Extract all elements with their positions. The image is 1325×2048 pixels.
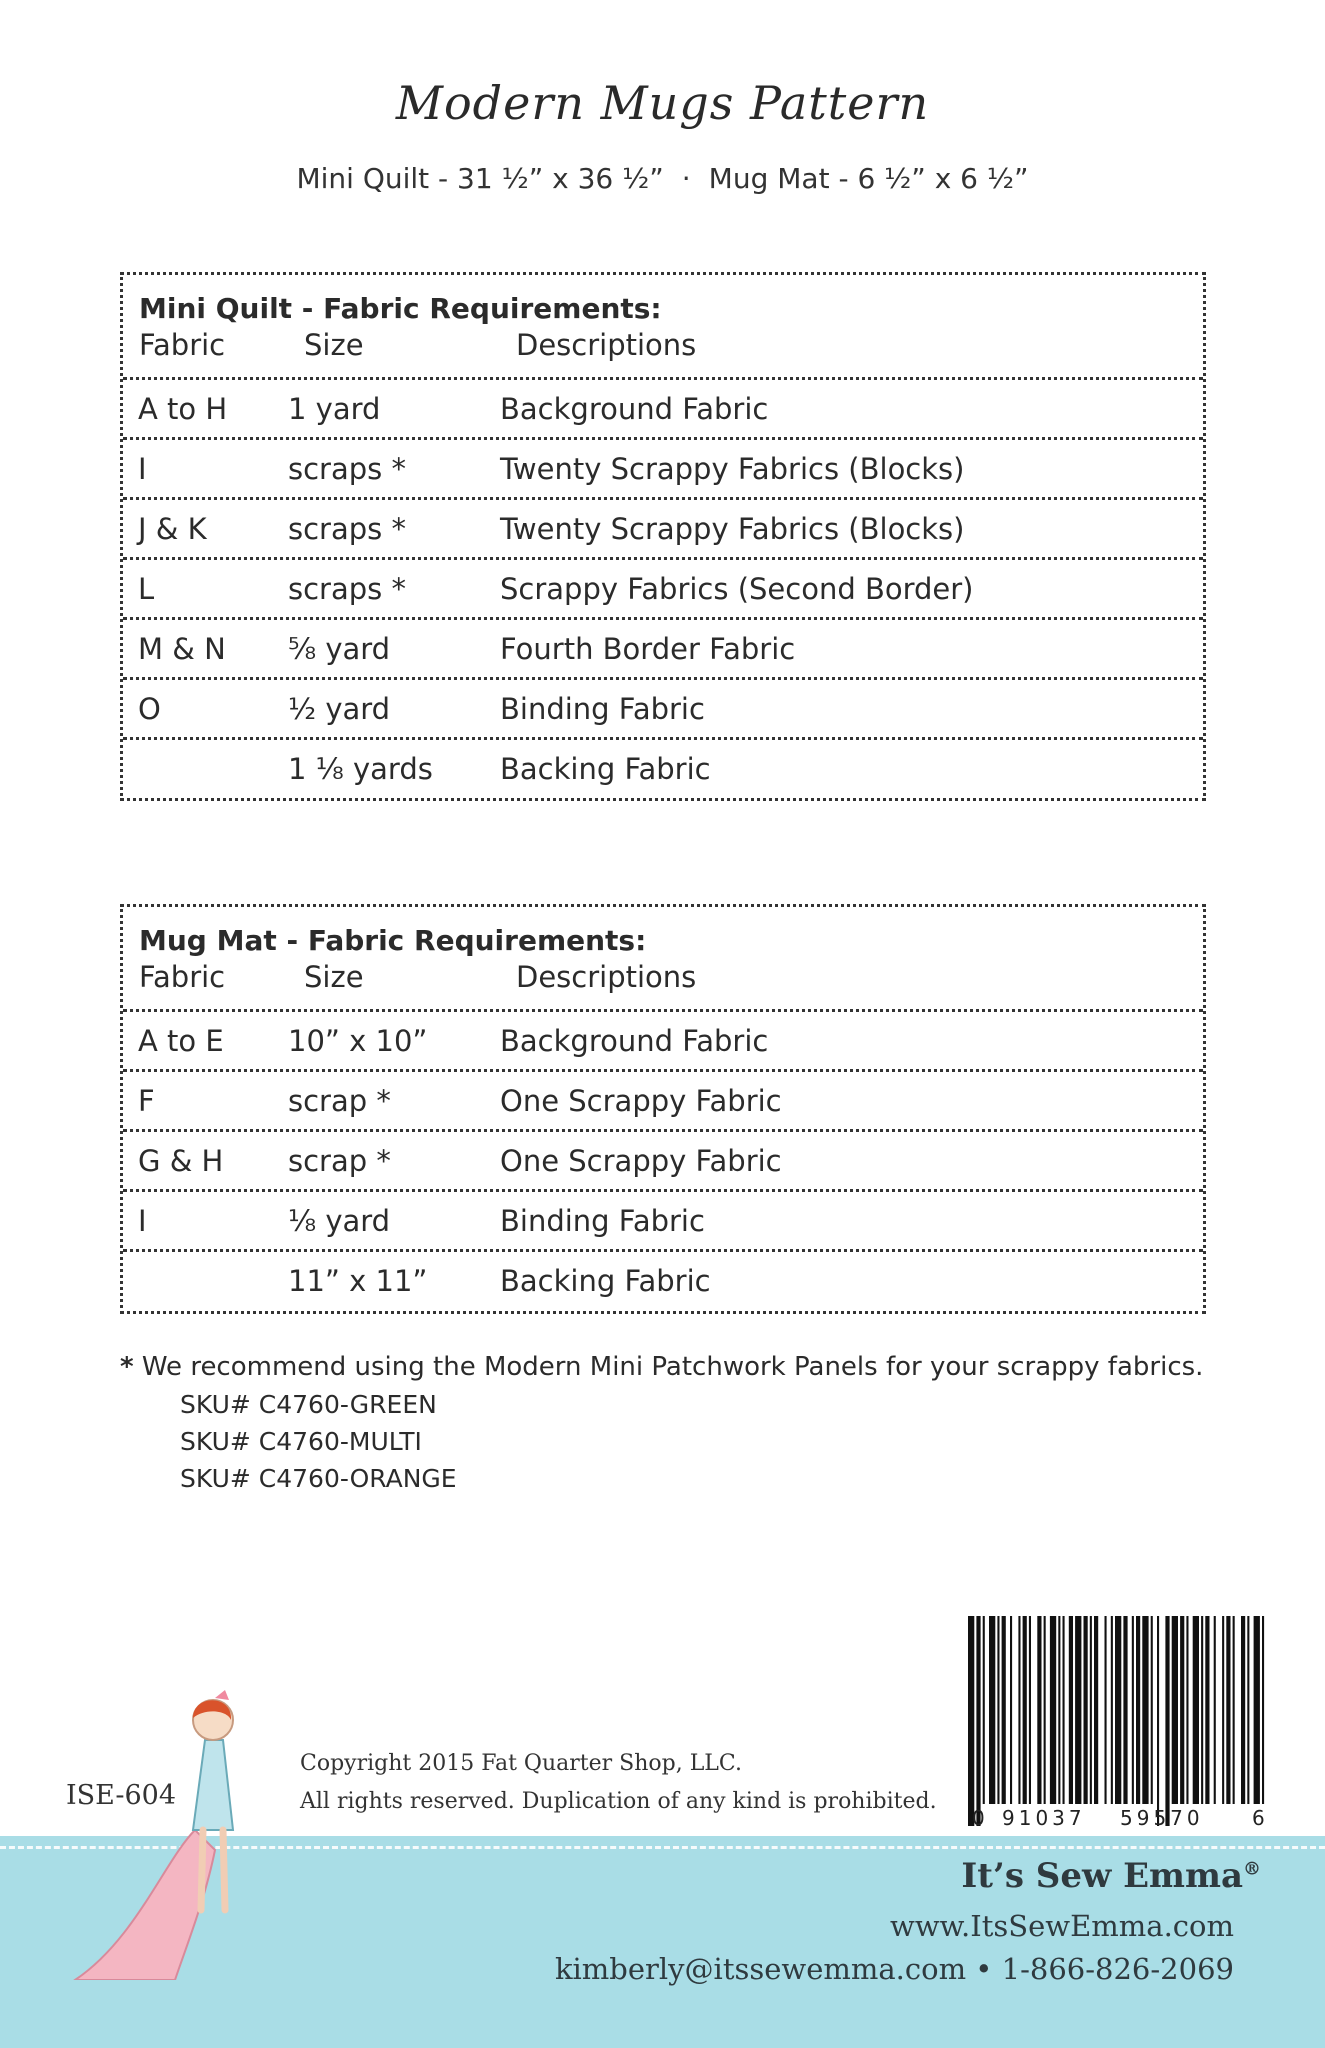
cell-fabric: L (138, 571, 155, 606)
column-header-fabric: Fabric (139, 960, 226, 994)
barcode-bar (1201, 1616, 1203, 1804)
cell-description: Fourth Border Fabric (500, 631, 796, 666)
barcode-bar (1214, 1616, 1216, 1804)
cell-size: ½ yard (288, 691, 391, 726)
sku-multi: SKU# C4760-MULTI (180, 1427, 422, 1456)
cell-fabric: J & K (138, 511, 207, 546)
cell-size: scraps * (288, 571, 406, 606)
barcode-bar (1222, 1616, 1224, 1804)
cell-fabric: F (138, 1083, 155, 1118)
girl-with-quilt-illustration (55, 1680, 295, 1980)
barcode-image (968, 1616, 1268, 1826)
cell-size: 10” x 10” (288, 1023, 428, 1058)
cell-size: scrap * (288, 1143, 391, 1178)
mugmat-table-title: Mug Mat - Fabric Requirements: (139, 924, 647, 957)
mugmat-column-headers (139, 959, 1188, 995)
table-row (123, 1069, 1203, 1129)
cell-description: Backing Fabric (500, 751, 711, 786)
subtitle-mat-size: Mug Mat - 6 ½” x 6 ½” (708, 162, 1029, 195)
page-subtitle (0, 162, 1325, 195)
barcode-bar (1044, 1616, 1046, 1804)
cell-fabric: A to H (138, 391, 228, 426)
barcode-bar (1241, 1616, 1245, 1804)
cell-size: scrap * (288, 1083, 391, 1118)
barcode-bar (1023, 1616, 1027, 1804)
cell-description: One Scrappy Fabric (500, 1143, 782, 1178)
cell-fabric: I (138, 451, 147, 486)
cell-description: Binding Fabric (500, 1203, 705, 1238)
table-row (123, 437, 1203, 497)
barcode-bar (1069, 1616, 1073, 1804)
page-title: Modern Mugs Pattern (395, 76, 930, 130)
barcode-bar (1029, 1616, 1031, 1804)
cell-description: One Scrappy Fabric (500, 1083, 782, 1118)
subtitle-quilt-size: Mini Quilt - 31 ½” x 36 ½” (296, 162, 664, 195)
table-row (123, 677, 1203, 737)
barcode-bar (1262, 1616, 1264, 1804)
cell-size: scraps * (288, 451, 406, 486)
mugmat-requirements-table (120, 904, 1206, 1314)
copyright-notice (300, 1745, 937, 1821)
barcode-bar (1058, 1616, 1060, 1804)
table-row (123, 737, 1203, 797)
quilt-requirements-table (120, 272, 1206, 801)
registered-mark: ® (1243, 1858, 1261, 1880)
note-asterisk: * (120, 1352, 134, 1382)
cell-fabric: M & N (138, 631, 226, 666)
cell-fabric: I (138, 1203, 147, 1238)
barcode-lead-digit: 0 (972, 1806, 985, 1830)
cell-size: ⅝ yard (288, 631, 391, 666)
cell-description: Background Fabric (500, 391, 769, 426)
barcode-bar (968, 1616, 974, 1826)
table-row (123, 1009, 1203, 1069)
column-header-size: Size (304, 328, 364, 362)
quilt-column-headers (139, 327, 1188, 363)
barcode-bar (1165, 1616, 1169, 1826)
barcode-bar (1180, 1616, 1184, 1804)
barcode-bar (1186, 1616, 1188, 1804)
barcode-bar (1193, 1616, 1199, 1804)
cell-description: Backing Fabric (500, 1263, 711, 1298)
barcode-left-digits: 91037 (1002, 1806, 1086, 1830)
copyright-line-1: Copyright 2015 Fat Quarter Shop, LLC. (300, 1751, 742, 1776)
barcode-bar (1172, 1616, 1178, 1804)
barcode-bar (983, 1616, 985, 1804)
barcode-bar (1063, 1616, 1065, 1804)
cell-size: scraps * (288, 511, 406, 546)
table-row (123, 557, 1203, 617)
cell-size: 1 ⅛ yards (288, 751, 433, 786)
quilt-table-header (123, 275, 1203, 377)
subtitle-separator: · (681, 162, 691, 195)
table-row (123, 1249, 1203, 1309)
table-row (123, 377, 1203, 437)
barcode-bar (1075, 1616, 1081, 1804)
barcode-bar (1002, 1616, 1006, 1804)
cell-fabric: A to E (138, 1023, 224, 1058)
barcode-bar (976, 1616, 980, 1826)
cell-description: Twenty Scrappy Fabrics (Blocks) (500, 511, 965, 546)
barcode-bar (1233, 1616, 1235, 1804)
barcode-bar (1226, 1616, 1230, 1804)
sku-green: SKU# C4760-GREEN (180, 1390, 437, 1419)
barcode-bar (1205, 1616, 1209, 1804)
pattern-code: ISE-604 (66, 1780, 177, 1811)
barcode-bar (1247, 1616, 1249, 1804)
barcode-bar (1050, 1616, 1056, 1804)
column-header-size: Size (304, 960, 364, 994)
barcode-right-digits: 59570 (1120, 1806, 1204, 1830)
cell-description: Binding Fabric (500, 691, 705, 726)
table-row (123, 617, 1203, 677)
barcode-bar (1090, 1616, 1092, 1804)
barcode-bar (1142, 1616, 1148, 1804)
barcode-bar (1094, 1616, 1098, 1804)
cell-description: Background Fabric (500, 1023, 769, 1058)
barcode-bar (1037, 1616, 1041, 1804)
barcode-bar (1115, 1616, 1121, 1804)
column-header-fabric: Fabric (139, 328, 226, 362)
barcode-bar (1136, 1616, 1140, 1804)
brand-text: It’s Sew Emma (961, 1856, 1243, 1896)
barcode-bar (1105, 1616, 1107, 1804)
brand-name (961, 1856, 1261, 1896)
barcode-bar (1132, 1616, 1134, 1804)
cell-size: 11” x 11” (288, 1263, 428, 1298)
table-row (123, 497, 1203, 557)
note-text: We recommend using the Modern Mini Patchwork Panels for your scrappy fabrics. (141, 1352, 1204, 1382)
cell-size: 1 yard (288, 391, 381, 426)
copyright-line-2: All rights reserved. Duplication of any kind is prohibited. (300, 1789, 937, 1814)
website-link[interactable]: www.ItsSewEmma.com (890, 1909, 1234, 1943)
barcode-bar (1157, 1616, 1159, 1826)
cell-description: Scrappy Fabrics (Second Border) (500, 571, 974, 606)
column-header-descriptions: Descriptions (516, 328, 697, 362)
table-row (123, 1129, 1203, 1189)
cell-fabric: G & H (138, 1143, 224, 1178)
barcode-bar (1151, 1616, 1153, 1804)
contact-info[interactable]: kimberly@itssewemma.com • 1-866-826-2069 (554, 1952, 1234, 1986)
barcode-bar (1123, 1616, 1127, 1804)
cell-description: Twenty Scrappy Fabrics (Blocks) (500, 451, 965, 486)
barcode-bar (1111, 1616, 1113, 1804)
barcode-bar (989, 1616, 995, 1804)
barcode-bar (1018, 1616, 1020, 1804)
quilt-table-title: Mini Quilt - Fabric Requirements: (139, 292, 662, 325)
barcode-bar (997, 1616, 999, 1804)
mugmat-table-header (123, 907, 1203, 1009)
column-header-descriptions: Descriptions (516, 960, 697, 994)
cell-fabric: O (138, 691, 161, 726)
barcode-check-digit: 6 (1252, 1806, 1265, 1830)
barcode-bar (1084, 1616, 1088, 1804)
sku-orange: SKU# C4760-ORANGE (180, 1464, 457, 1493)
scrappy-fabric-note (120, 1349, 1203, 1385)
barcode-bar (1254, 1616, 1260, 1804)
barcode-bar (1010, 1616, 1012, 1804)
cell-size: ⅛ yard (288, 1203, 391, 1238)
table-row (123, 1189, 1203, 1249)
